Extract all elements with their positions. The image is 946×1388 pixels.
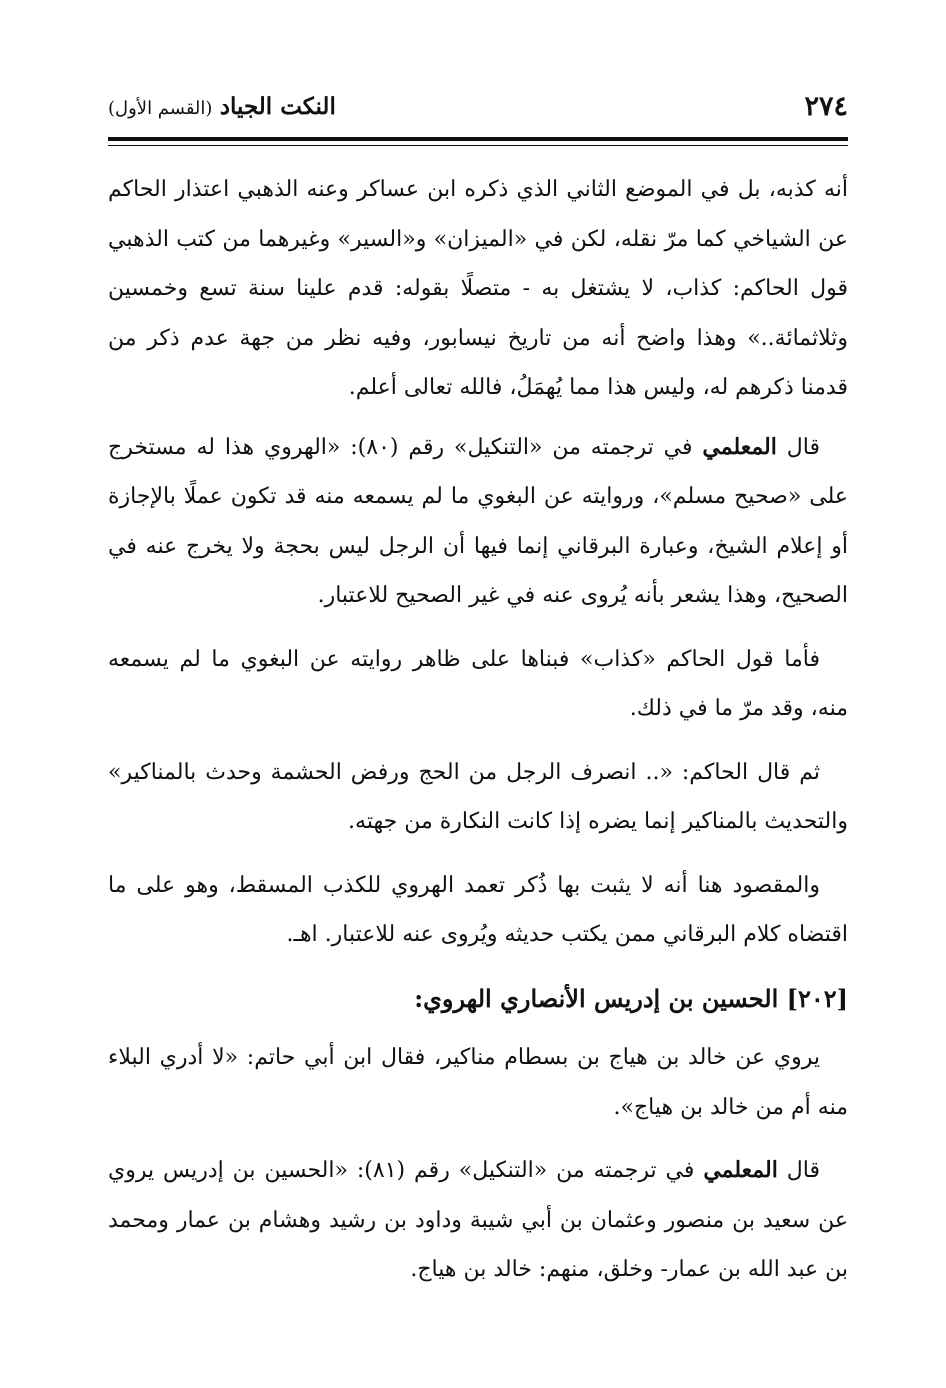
entry-heading: [٢٠٢] الحسين بن إدريس الأنصاري الهروي: [414,983,848,1013]
paragraph-5: والمقصود هنا أنه لا يثبت بها ذُكر تعمد الهروي للكذب المسقط، وهو على ما اقتضاه كلام البرقاني ممن يكتب حديثه ويُروى عنه للاعتبار. اهـ. [108,872,848,947]
paragraph-1: أنه كذبه، بل في الموضع الثاني الذي ذكره ابن عساكر وعنه الذهبي اعتذار الحاكم عن الشياخي كما مرّ نقله، لكن في «الميزان» و«السير» وغيرهما من كتب الذهبي قول الحاكم: كذاب، لا يشتغل به - متصلًا بقوله: قدم علينا سنة تسع وخمسين وثلاثمائة..» وهذا واضح أنه من تاريخ نيسابور، وفيه نظر من جهة عدم ذكر من قدمنا ذكرهم له، وليس هذا مما يُهمَلُ، فالله تعالى أعلم. [108,177,848,400]
header-rule-thick [108,137,848,141]
book-title-main: النكت الجياد [219,92,336,120]
paragraph-7 [108,1146,848,1295]
author-name-2: المعلمي [703,1157,778,1183]
paragraph-2 [108,423,848,621]
paragraph-7-prefix: قال [786,1158,820,1183]
author-name: المعلمي [702,433,777,460]
paragraph-7-text: في ترجمته من «التنكيل» رقم (٨١): «الحسين بن إدريس يروي عن سعيد بن منصور وعثمان بن أبي شيبة وداود بن رشيد وهشام بن عمار ومحمد بن عبد الله بن عمار- وخلق، منهم: خالد بن هياج. [108,1158,848,1282]
book-title-part: (القسم الأول) [108,97,213,119]
book-title [108,93,336,120]
paragraph-2-text: في ترجمته من «التنكيل» رقم (٨٠): «الهروي هذا له مستخرج على «صحيح مسلم»، وروايته عن البغوي ما لم يسمعه منه قد تكون عملًا بالإجازة أو إعلام الشيخ، وعبارة البرقاني إنما فيها أن الرجل ليس بحجة ولا يخرج عنه في الصحيح، وهذا يشعر بأنه يُروى عنه في غير الصحيح للاعتبار. [108,434,848,608]
paragraph-4: ثم قال الحاكم: «.. انصرف الرجل من الحج ورفض الحشمة وحدث بالمناكير» والتحديث بالمناكير إنما يضره إذا كانت النكارة من جهته. [108,759,848,834]
paragraph-3: فأما قول الحاكم «كذاب» فبناها على ظاهر روايته عن البغوي ما لم يسمعه منه، وقد مرّ ما في ذلك. [108,646,848,721]
paragraph-6: يروي عن خالد بن هياج بن بسطام مناكير، فقال ابن أبي حاتم: «لا أدري البلاء منه أم من خالد بن هياج». [108,1045,848,1120]
header-rule-thin [108,145,848,146]
page-body [108,165,848,1315]
page-number: ٢٧٤ [804,90,848,122]
running-header [108,82,848,130]
paragraph-2-prefix: قال [786,434,820,460]
